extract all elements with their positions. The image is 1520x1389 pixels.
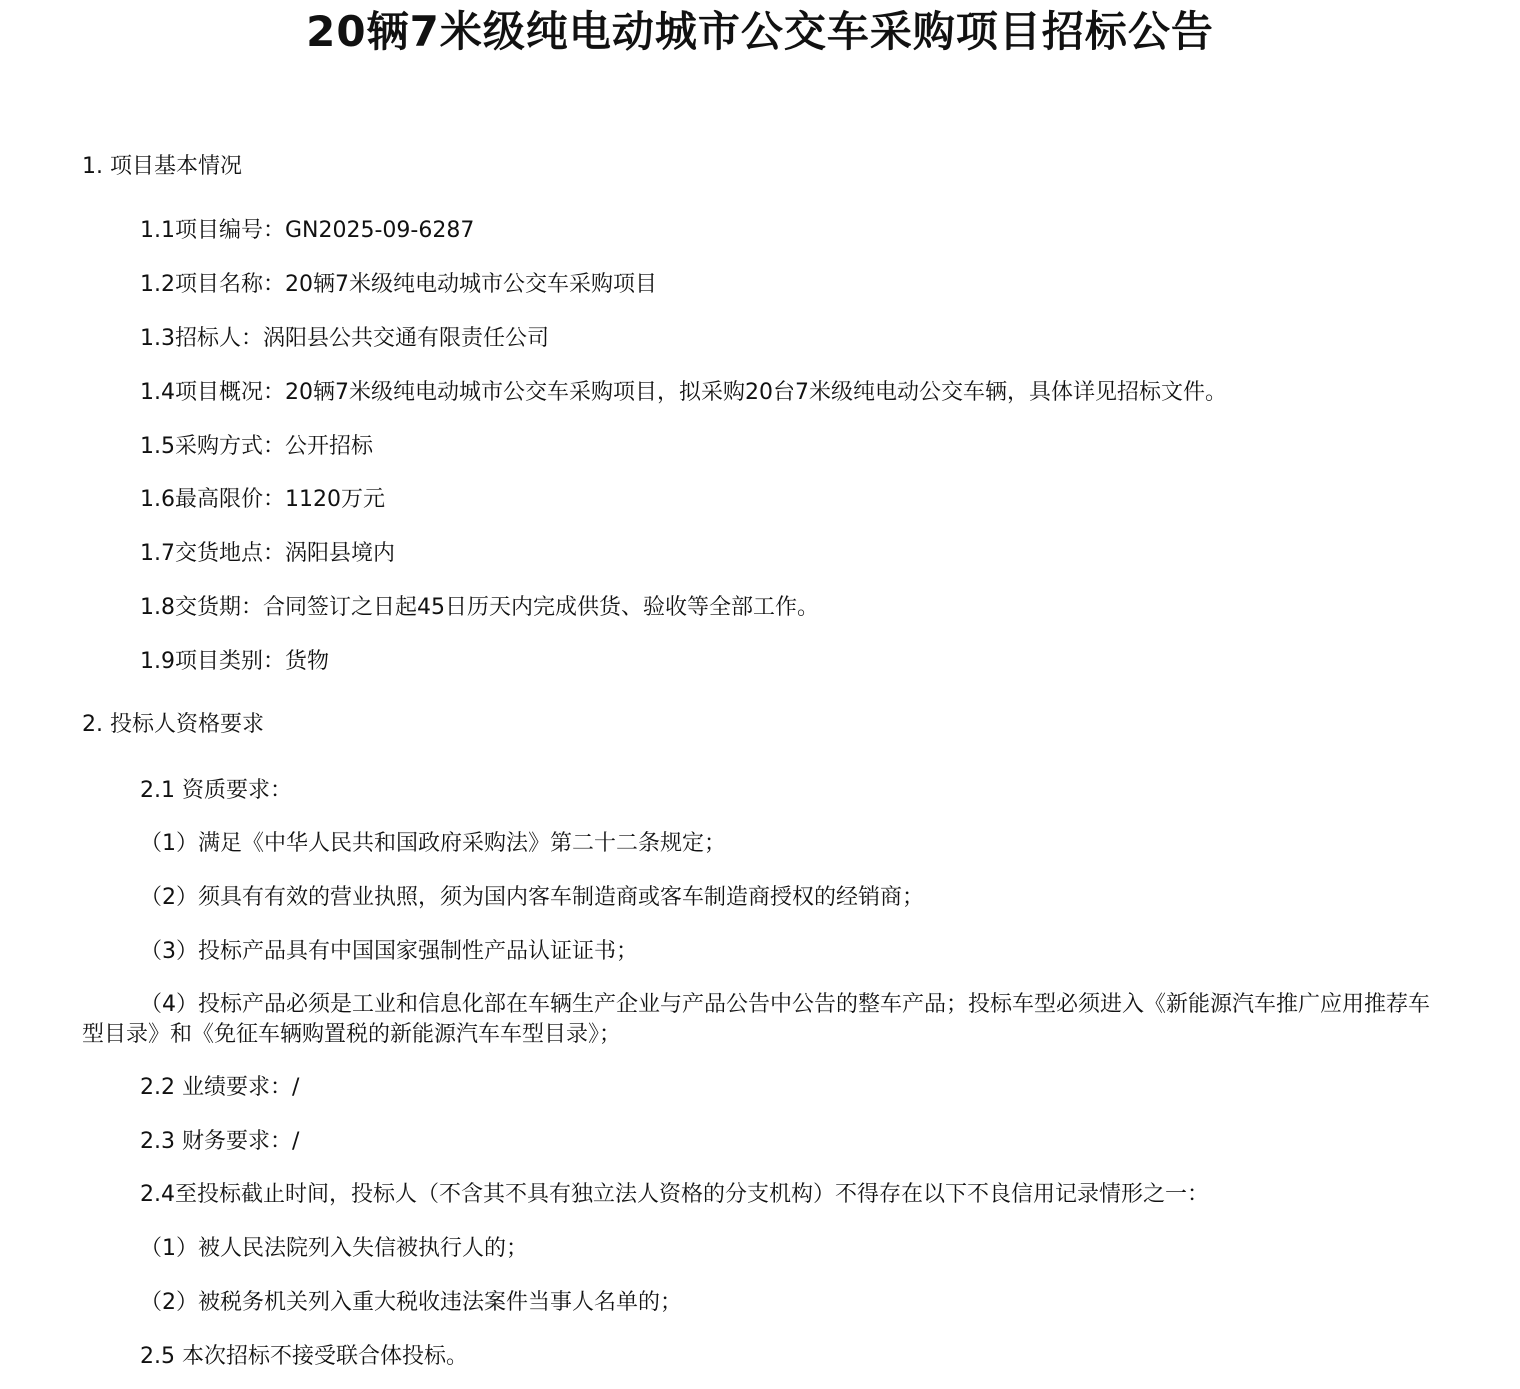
credit-requirement-label: 2.4至投标截止时间，投标人（不含其不具有独立法人资格的分支机构）不得存在以下不良信用记录情形之一：: [140, 1182, 1209, 1207]
item-project-name: 1.2项目名称：20辆7米级纯电动城市公交车采购项目: [140, 272, 657, 297]
item-project-overview: 1.4项目概况：20辆7米级纯电动城市公交车采购项目，拟采购20台7米级纯电动公交车辆，具体详见招标文件。: [140, 380, 1227, 405]
item-max-price: 1.6最高限价：1120万元: [140, 487, 385, 512]
qualification-item: （4）投标产品必须是工业和信息化部在车辆生产企业与产品公告中公告的整车产品；投标车型必须进入《新能源汽车推广应用推荐车型目录》和《免征车辆购置税的新能源汽车车型目录》；: [82, 992, 1431, 1047]
qualification-label: 2.1 资质要求：: [140, 778, 292, 803]
item-delivery-location: 1.7交货地点：涡阳县境内: [140, 541, 395, 566]
consortium-notice: 2.5 本次招标不接受联合体投标。: [140, 1344, 468, 1369]
performance-requirement: 2.2 业绩要求：/: [140, 1075, 300, 1100]
item-project-number: 1.1项目编号：GN2025-09-6287: [140, 218, 475, 243]
credit-item: （1）被人民法院列入失信被执行人的；: [140, 1236, 528, 1261]
item-project-category: 1.9项目类别：货物: [140, 649, 329, 674]
section-heading-basic-info: 1. 项目基本情况: [82, 154, 242, 179]
qualification-item: （3）投标产品具有中国国家强制性产品认证证书；: [140, 939, 638, 964]
item-delivery-period: 1.8交货期：合同签订之日起45日历天内完成供货、验收等全部工作。: [140, 595, 819, 620]
qualification-item: （1）满足《中华人民共和国政府采购法》第二十二条规定；: [140, 831, 726, 856]
section-heading-bidder-requirements: 2. 投标人资格要求: [82, 712, 264, 737]
item-procurement-method: 1.5采购方式：公开招标: [140, 434, 373, 459]
page-title: 20辆7米级纯电动城市公交车采购项目招标公告: [306, 7, 1214, 56]
finance-requirement: 2.3 财务要求：/: [140, 1129, 300, 1154]
qualification-item: （2）须具有有效的营业执照，须为国内客车制造商或客车制造商授权的经销商；: [140, 885, 924, 910]
credit-item: （2）被税务机关列入重大税收违法案件当事人名单的；: [140, 1290, 682, 1315]
item-tenderer: 1.3招标人：涡阳县公共交通有限责任公司: [140, 326, 549, 351]
